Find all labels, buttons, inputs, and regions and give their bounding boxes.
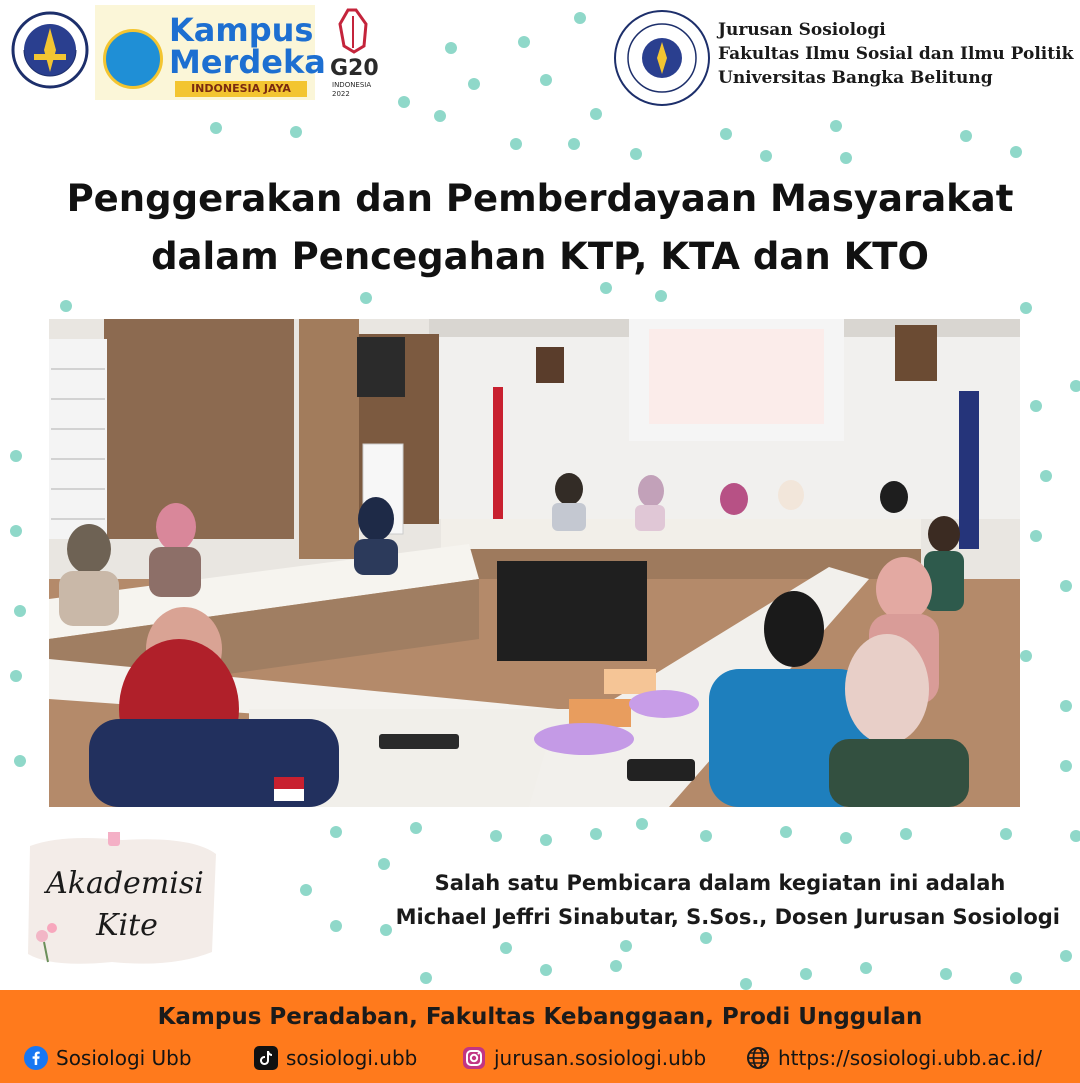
title-line-1: Penggerakan dan Pemberdayaan Masyarakat	[66, 177, 1014, 220]
polka-dot	[1060, 950, 1072, 962]
polka-dot	[398, 96, 410, 108]
polka-dot	[468, 78, 480, 90]
facebook-icon	[24, 1046, 48, 1070]
instagram-link[interactable]	[462, 1043, 706, 1073]
polka-dot	[1040, 470, 1052, 482]
polka-dot	[1030, 530, 1042, 542]
polka-dot	[490, 830, 502, 842]
department-line-3: Universitas Bangka Belitung	[718, 68, 993, 88]
polka-dot	[500, 942, 512, 954]
polka-dot	[210, 122, 222, 134]
polka-dot	[900, 828, 912, 840]
tut-wuri-handayani-logo	[103, 29, 163, 89]
polka-dot	[780, 826, 792, 838]
kampus-merdeka-banner	[95, 5, 326, 100]
instagram-label: jurusan.sosiologi.ubb	[494, 1046, 707, 1070]
polka-dot	[1060, 760, 1072, 772]
polka-dot	[1000, 828, 1012, 840]
meeting-photo	[49, 319, 1020, 807]
caption-line-1: Salah satu Pembicara dalam kegiatan ini adalah	[434, 871, 1006, 895]
polka-dot	[610, 960, 622, 972]
website-label: https://sosiologi.ubb.ac.id/	[778, 1046, 1042, 1070]
polka-dot	[800, 968, 812, 980]
polka-dot	[1020, 650, 1032, 662]
g20-country: INDONESIA	[332, 81, 372, 89]
footer-tagline: Kampus Peradaban, Fakultas Kebanggaan, Prodi Unggulan	[157, 1004, 923, 1030]
g20-logo	[326, 6, 390, 100]
polka-dot	[1070, 830, 1080, 842]
kampus-merdeka-text-2: Merdeka	[169, 43, 326, 81]
polka-dot	[940, 968, 952, 980]
polka-dot	[330, 826, 342, 838]
polka-dot	[840, 152, 852, 164]
badge-line-1: Akademisi	[46, 866, 204, 901]
page-title	[40, 170, 1040, 286]
globe-icon	[746, 1046, 770, 1070]
polka-dot	[540, 964, 552, 976]
speaker-caption	[340, 866, 1060, 934]
polka-dot	[720, 128, 732, 140]
facebook-link[interactable]	[24, 1043, 192, 1073]
instagram-icon	[462, 1046, 486, 1070]
polka-dot	[540, 74, 552, 86]
polka-dot	[290, 126, 302, 138]
caption-line-2: Michael Jeffri Sinabutar, S.Sos., Dosen Jurusan Sosiologi	[395, 905, 1060, 929]
polka-dot	[960, 130, 972, 142]
polka-dot	[1010, 146, 1022, 158]
polka-dot	[360, 292, 372, 304]
polka-dot	[860, 962, 872, 974]
gunungan-icon	[326, 6, 390, 56]
polka-dot	[620, 940, 632, 952]
tiktok-link[interactable]	[254, 1043, 417, 1073]
polka-dot	[10, 450, 22, 462]
polka-dot	[574, 12, 586, 24]
polka-dot	[14, 755, 26, 767]
polka-dot	[14, 605, 26, 617]
polka-dot	[540, 834, 552, 846]
polka-dot	[830, 120, 842, 132]
polka-dot	[60, 300, 72, 312]
title-line-2: dalam Pencegahan KTP, KTA dan KTO	[151, 235, 929, 278]
polka-dot	[590, 108, 602, 120]
jurusan-sosiologi-logo	[612, 8, 712, 108]
polka-dot	[1060, 580, 1072, 592]
polka-dot	[1010, 972, 1022, 984]
polka-dot	[10, 525, 22, 537]
polka-dot	[518, 36, 530, 48]
tiktok-label: sosiologi.ubb	[286, 1046, 418, 1070]
polka-dot	[590, 828, 602, 840]
kampus-merdeka-text-1: Kampus	[169, 11, 314, 49]
g20-year: 2022	[332, 90, 350, 98]
polka-dot	[630, 148, 642, 160]
facebook-label: Sosiologi Ubb	[56, 1046, 192, 1070]
polka-dot	[636, 818, 648, 830]
polka-dot	[410, 822, 422, 834]
badge-line-2: Kite	[96, 908, 158, 943]
department-line-2: Fakultas Ilmu Sosial dan Ilmu Politik	[718, 44, 1074, 64]
department-line-1: Jurusan Sosiologi	[718, 20, 886, 40]
polka-dot	[510, 138, 522, 150]
polka-dot	[10, 670, 22, 682]
tiktok-icon	[254, 1046, 278, 1070]
polka-dot	[1020, 302, 1032, 314]
polka-dot	[760, 150, 772, 162]
polka-dot	[434, 110, 446, 122]
department-name	[718, 18, 1073, 90]
website-link[interactable]	[746, 1043, 1042, 1073]
polka-dot	[445, 42, 457, 54]
kampus-merdeka-ribbon: INDONESIA JAYA	[175, 81, 307, 97]
polka-dot	[700, 830, 712, 842]
akademisi-kite-badge	[22, 832, 220, 970]
polka-dot	[1030, 400, 1042, 412]
polka-dot	[1060, 700, 1072, 712]
polka-dot	[568, 138, 580, 150]
polka-dot	[655, 290, 667, 302]
polka-dot	[300, 884, 312, 896]
ubb-logo	[10, 10, 90, 90]
polka-dot	[1070, 380, 1080, 392]
polka-dot	[420, 972, 432, 984]
polka-dot	[740, 978, 752, 990]
polka-dot	[840, 832, 852, 844]
g20-text: G20	[330, 56, 379, 81]
